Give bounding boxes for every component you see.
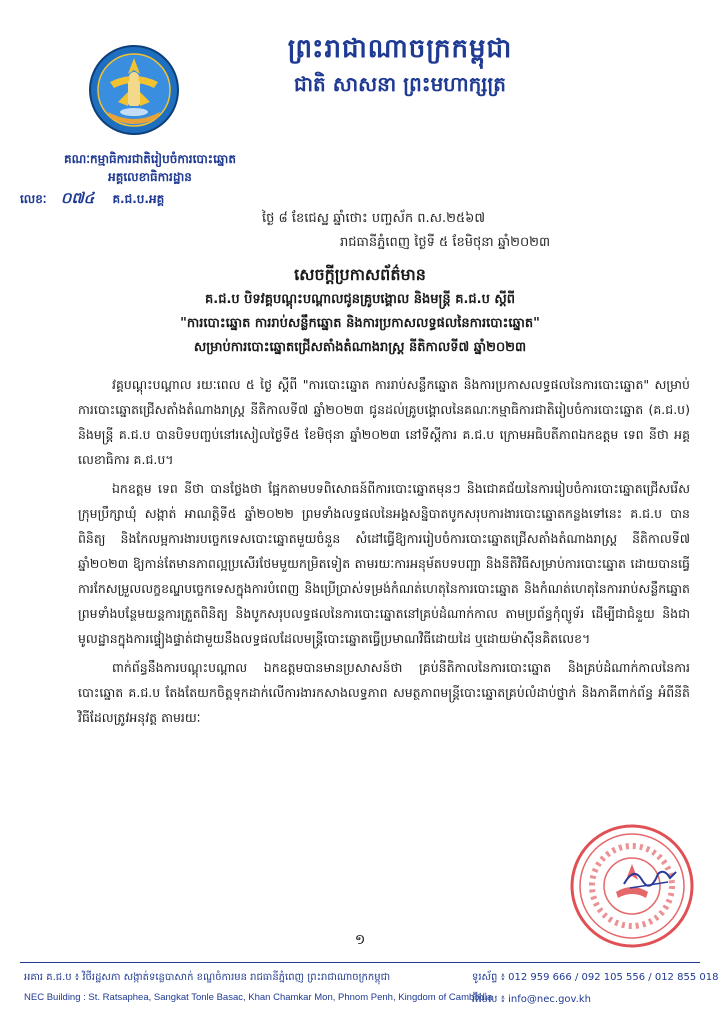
body-paragraph-3: ពាក់ព័ន្ធនឹងការបណ្តុះបណ្តាល ឯកឧត្តមបានមានប្រសាសន៍ថា គ្រប់នីតិកាលនៃការបោះឆ្នោត និងគ្រប់ដំណាក់កាលនៃការបោះឆ្នោត គ.ជ.ប តែងតែយកចិត្តទុកដាក់លើការងារកសាងលទ្ធភាព សមត្ថភាពមន្ត្រីបោះឆ្នោតគ្រប់លំដាប់ថ្នាក់ និងភាគីពាក់ព័ន្ធ អំពីនីតិវិធីដែលត្រូវអនុវត្ត តាមរយៈ xyxy=(78,660,690,725)
footer-address-english: NEC Building : St. Ratsaphea, Sangkat Tonle Basac, Khan Chamkar Mon, Phnom Penh, Kingdom of Cambodia xyxy=(24,992,493,1003)
signature-icon xyxy=(620,862,680,892)
issuer-block xyxy=(20,150,280,209)
solar-date: រាជធានីភ្នំពេញ ថ្ងៃទី ៥ ខែមិថុនា ឆ្នាំ២០២៣ xyxy=(340,235,551,250)
national-motto: ជាតិ សាសនា ព្រះមហាក្សត្រ xyxy=(294,72,506,96)
document-body xyxy=(78,372,690,734)
lunar-date: ថ្ងៃ ៨ ខែជេស្ឋ ឆ្នាំថោះ បញ្ចស័ក ព.ស.២៥៦៧ xyxy=(262,211,486,226)
page-number: ១ xyxy=(354,932,366,948)
document-title: សេចក្តីប្រកាសព័ត៌មាន xyxy=(294,265,426,284)
footer-email: អ៊ីម៉ែល ៖ info@nec.gov.kh xyxy=(472,994,591,1005)
subtitle-line-3: សម្រាប់ការបោះឆ្នោតជ្រើសតាំងតំណាងរាស្ត្រ នីតិកាលទី៧ ឆ្នាំ២០២៣ xyxy=(193,340,527,355)
kingdom-heading xyxy=(250,34,550,96)
footer-divider xyxy=(20,962,700,963)
document-titles xyxy=(60,262,660,360)
body-paragraph-1: វគ្គបណ្តុះបណ្តាល រយៈពេល ៥ ថ្ងៃ ស្តីពី "ការបោះឆ្នោត ការរាប់សន្លឹកឆ្នោត និងការប្រកាសលទ្ធផលនៃការបោះឆ្នោត" សម្រាប់ការបោះឆ្នោតជ្រើសតាំងតំណាងរាស្ត្រ នីតិកាលទី៧ ឆ្នាំ២០២៣ ជូនដល់គ្រូបង្គោលនៃគណៈកម្មាធិការជាតិរៀបចំការបោះឆ្នោត (គ.ជ.ប) និងមន្ត្រី គ.ជ.ប បានបិទបញ្ចប់នៅរសៀលថ្ងៃទី៥ ខែមិថុនា ឆ្នាំ២០២៣ នៅទីស្តីការ គ.ជ.ប ក្រោមអធិបតីភាពឯកឧត្តម ទេព នីថា អគ្គលេខាធិការ គ.ជ.ប។ xyxy=(78,377,690,467)
issuer-department: អគ្គលេខាធិការដ្ឋាន xyxy=(108,170,192,184)
body-paragraph-2: ឯកឧត្តម ទេព នីថា បានថ្លែងថា ផ្អែកតាមបទពិសោធន៍ពីការបោះឆ្នោតមុនៗ និងជោគជ័យនៃការរៀបចំការបោះឆ្នោតជ្រើសរើសក្រុមប្រឹក្សាឃុំ សង្កាត់ អាណត្តិទី៥ ឆ្នាំ២០២២ ព្រមទាំងលទ្ធផលនៃអង្គសន្និបាតបូកសរុបការងារបោះឆ្នោតកន្លងទៅនេះ គ.ជ.ប បានពិនិត្យ និងកែលម្អការងារបច្ចេកទេសបោះឆ្នោតមួយចំនួន សំដៅធ្វើឱ្យការរៀបចំការបោះឆ្នោតជ្រើសតាំងតំណាងរាស្ត្រ នីតិកាលទី៧ ឆ្នាំ២០២៣ ឱ្យកាន់តែមានភាពល្អប្រសើរថែមមួយកម្រិតទៀត តាមរយៈការអនុម័តបទបញ្ជា និងនីតិវិធីសម្រាប់ការបោះឆ្នោត ដោយបានធ្វើការកែសម្រួលលក្ខខណ្ឌបច្ចេកទេសក្នុងការបំពេញ និងប្រើប្រាស់ទម្រង់កំណត់ហេតុនៃការបោះឆ្នោត និងកំណត់ហេតុនៃការរាប់សន្លឹកឆ្នោត ព្រមទាំងបន្ថែមយន្តការត្រួតពិនិត្យ និងបូកសរុបលទ្ធផលនៃការបោះឆ្នោតនៅគ្រប់ដំណាក់កាល តាមប្រព័ន្ធកុំព្យូទ័រ ដើម្បីជាជំនួយ និងជាមូលដ្ឋានក្នុងការផ្ទៀងផ្ទាត់ជាមួយនឹងលទ្ធផលដែលមន្ត្រីបោះឆ្នោតធ្វើប្រមាណវិធីដោយដៃ ឬដោយម៉ាស៊ីនគិតលេខ។ xyxy=(78,481,690,646)
reference-line xyxy=(20,188,280,209)
kingdom-title: ព្រះរាជាណាចក្រកម្ពុជា xyxy=(287,34,513,64)
subtitle-line-2: "ការបោះឆ្នោត ការរាប់សន្លឹកឆ្នោត និងការប្រកាសលទ្ធផលនៃការបោះឆ្នោត" xyxy=(180,316,540,331)
subtitle-line-1: គ.ជ.ប បិទវគ្គបណ្តុះបណ្តាលជូនគ្រូបង្គោល និងមន្ត្រី គ.ជ.ប ស្តីពី xyxy=(205,292,515,307)
reference-number: ០៧៤ xyxy=(60,189,95,207)
reference-label: លេខៈ xyxy=(20,192,47,206)
reference-suffix: គ.ជ.ប.អគ្គ xyxy=(112,192,165,206)
footer-phone: ទូរស័ព្ទ ៖ 012 959 666 / 092 105 556 / 012 855 018 xyxy=(472,972,719,983)
issuer-org-name: គណៈកម្មាធិការជាតិរៀបចំការបោះឆ្នោត xyxy=(64,152,236,166)
nec-emblem-icon xyxy=(88,44,180,136)
footer-address-khmer: អគារ គ.ជ.ប ៖ វិថីរដ្ឋសភា សង្កាត់ទន្លេបាសាក់ ខណ្ឌចំការមន រាជធានីភ្នំពេញ ព្រះរាជាណាចក្រកម្ពុជា xyxy=(24,972,391,983)
